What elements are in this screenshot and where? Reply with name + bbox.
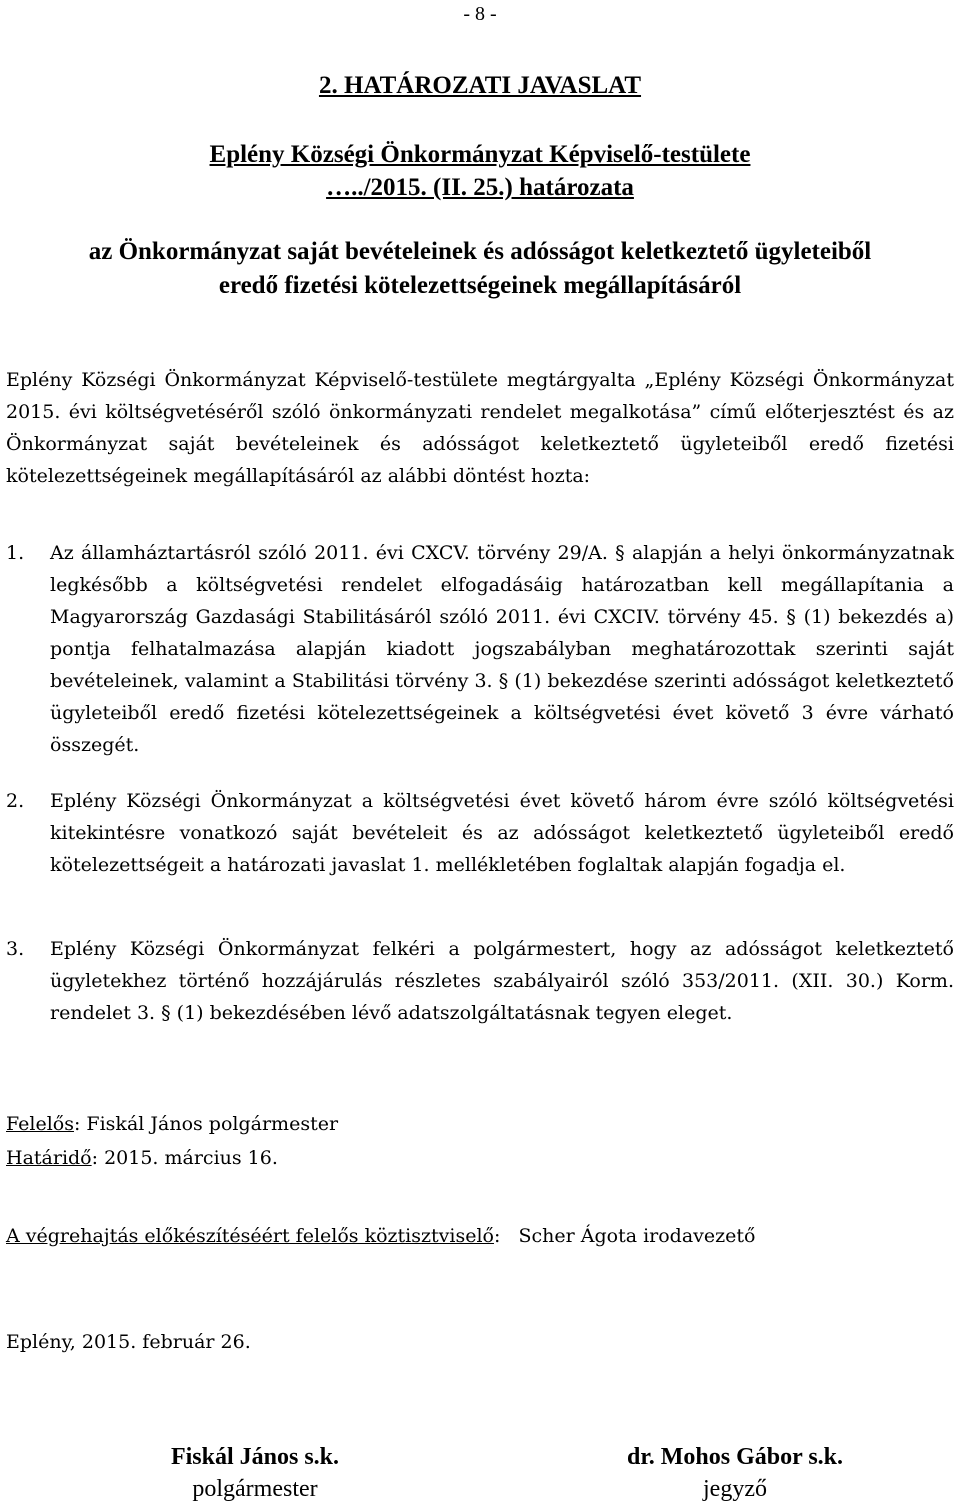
list-item-text: Az államháztartásról szóló 2011. évi CXCV. törvény 29/A. § alapján a helyi önkormányzatnak legkésőbb a költségvetési rendelet elfogadásáig határozatban kell megállapítania a Magyarország Gazdasági Stabilitásáról szóló 2011. évi CXCIV. törvény 45. § (1) bekezdés a) pontja felhatalmazása alapján kiadott jogszabályban meghatározottak szerinti saját bevételeinek, valamint a Stabilitási törvény 3. § (1) bekezdése szerinti adósságot keletkeztető ügyleteiből eredő fizetési kötelezettségeinek a költségvetési évet követő 3 évre várható összegét. bbox=[50, 542, 954, 756]
signature-role: polgármester bbox=[192, 1476, 318, 1502]
proposal-heading bbox=[0, 72, 960, 100]
place-date: Eplény, 2015. február 26. bbox=[6, 1331, 251, 1353]
signature-role: jegyző bbox=[703, 1476, 767, 1502]
resolution-number bbox=[0, 174, 960, 202]
signature-notary bbox=[570, 1441, 900, 1505]
preparer-line bbox=[6, 1220, 755, 1252]
page-number: - 8 - bbox=[463, 3, 497, 25]
list-item-number: 3. bbox=[6, 938, 25, 960]
deadline-label: Határidő bbox=[6, 1147, 92, 1169]
list-item-number: 2. bbox=[6, 790, 25, 812]
signature-name: Fiskál János s.k. bbox=[170, 1444, 340, 1470]
resolution-body bbox=[0, 141, 960, 169]
heading-text: 2. HATÁROZATI JAVASLAT bbox=[318, 72, 642, 99]
responsible-line bbox=[6, 1108, 338, 1140]
signature-name: dr. Mohos Gábor s.k. bbox=[626, 1444, 844, 1470]
intro-paragraph: Eplény Községi Önkormányzat Képviselő-testülete megtárgyalta „Eplény Községi Önkormányzat 2015. évi költségvetéséről szóló önkormányzati rendelet megalkotása” című előterjesztést és az Önkormányzat saját bevételeinek és adósságot keletkeztető ügyleteiből eredő fizetési kötelezettségeinek megállapításáról az alábbi döntést hozta: bbox=[6, 369, 954, 487]
signature-mayor bbox=[90, 1441, 420, 1505]
deadline-line bbox=[6, 1142, 278, 1174]
subject-line-1: az Önkormányzat saját bevételeinek és adósságot keletkeztető ügyleteiből bbox=[88, 238, 872, 265]
preparer-label: A végrehajtás előkészítéséért felelős köztisztviselő bbox=[6, 1225, 494, 1247]
preparer-value: : Scher Ágota irodavezető bbox=[493, 1225, 756, 1247]
list-item-text: Eplény Községi Önkormányzat felkéri a polgármestert, hogy az adósságot keletkeztető ügyletekhez történő hozzájárulás részletes szabályairól szóló 353/2011. (XII. 30.) Korm. rendelet 3. § (1) bekezdésében lévő adatszolgáltatásnak tegyen eleget. bbox=[50, 938, 954, 1024]
resolution-body-text: Eplény Községi Önkormányzat Képviselő-testülete bbox=[209, 141, 751, 168]
resolution-number-text: …../2015. (II. 25.) határozata bbox=[326, 174, 634, 201]
list-item-number: 1. bbox=[6, 542, 25, 564]
deadline-value: : 2015. március 16. bbox=[91, 1147, 278, 1169]
responsible-label: Felelős bbox=[6, 1113, 74, 1135]
subject-line-2: eredő fizetési kötelezettségeinek megállapításáról bbox=[218, 272, 742, 299]
responsible-value: : Fiskál János polgármester bbox=[73, 1113, 339, 1135]
list-item-text: Eplény Községi Önkormányzat a költségvetési évet követő három évre szóló költségvetési kitekintésre vonatkozó saját bevételeit és az adósságot keletkeztető ügyleteiből eredő kötelezettségeit a határozati javaslat 1. mellékletében foglaltak alapján fogadja el. bbox=[50, 790, 954, 876]
